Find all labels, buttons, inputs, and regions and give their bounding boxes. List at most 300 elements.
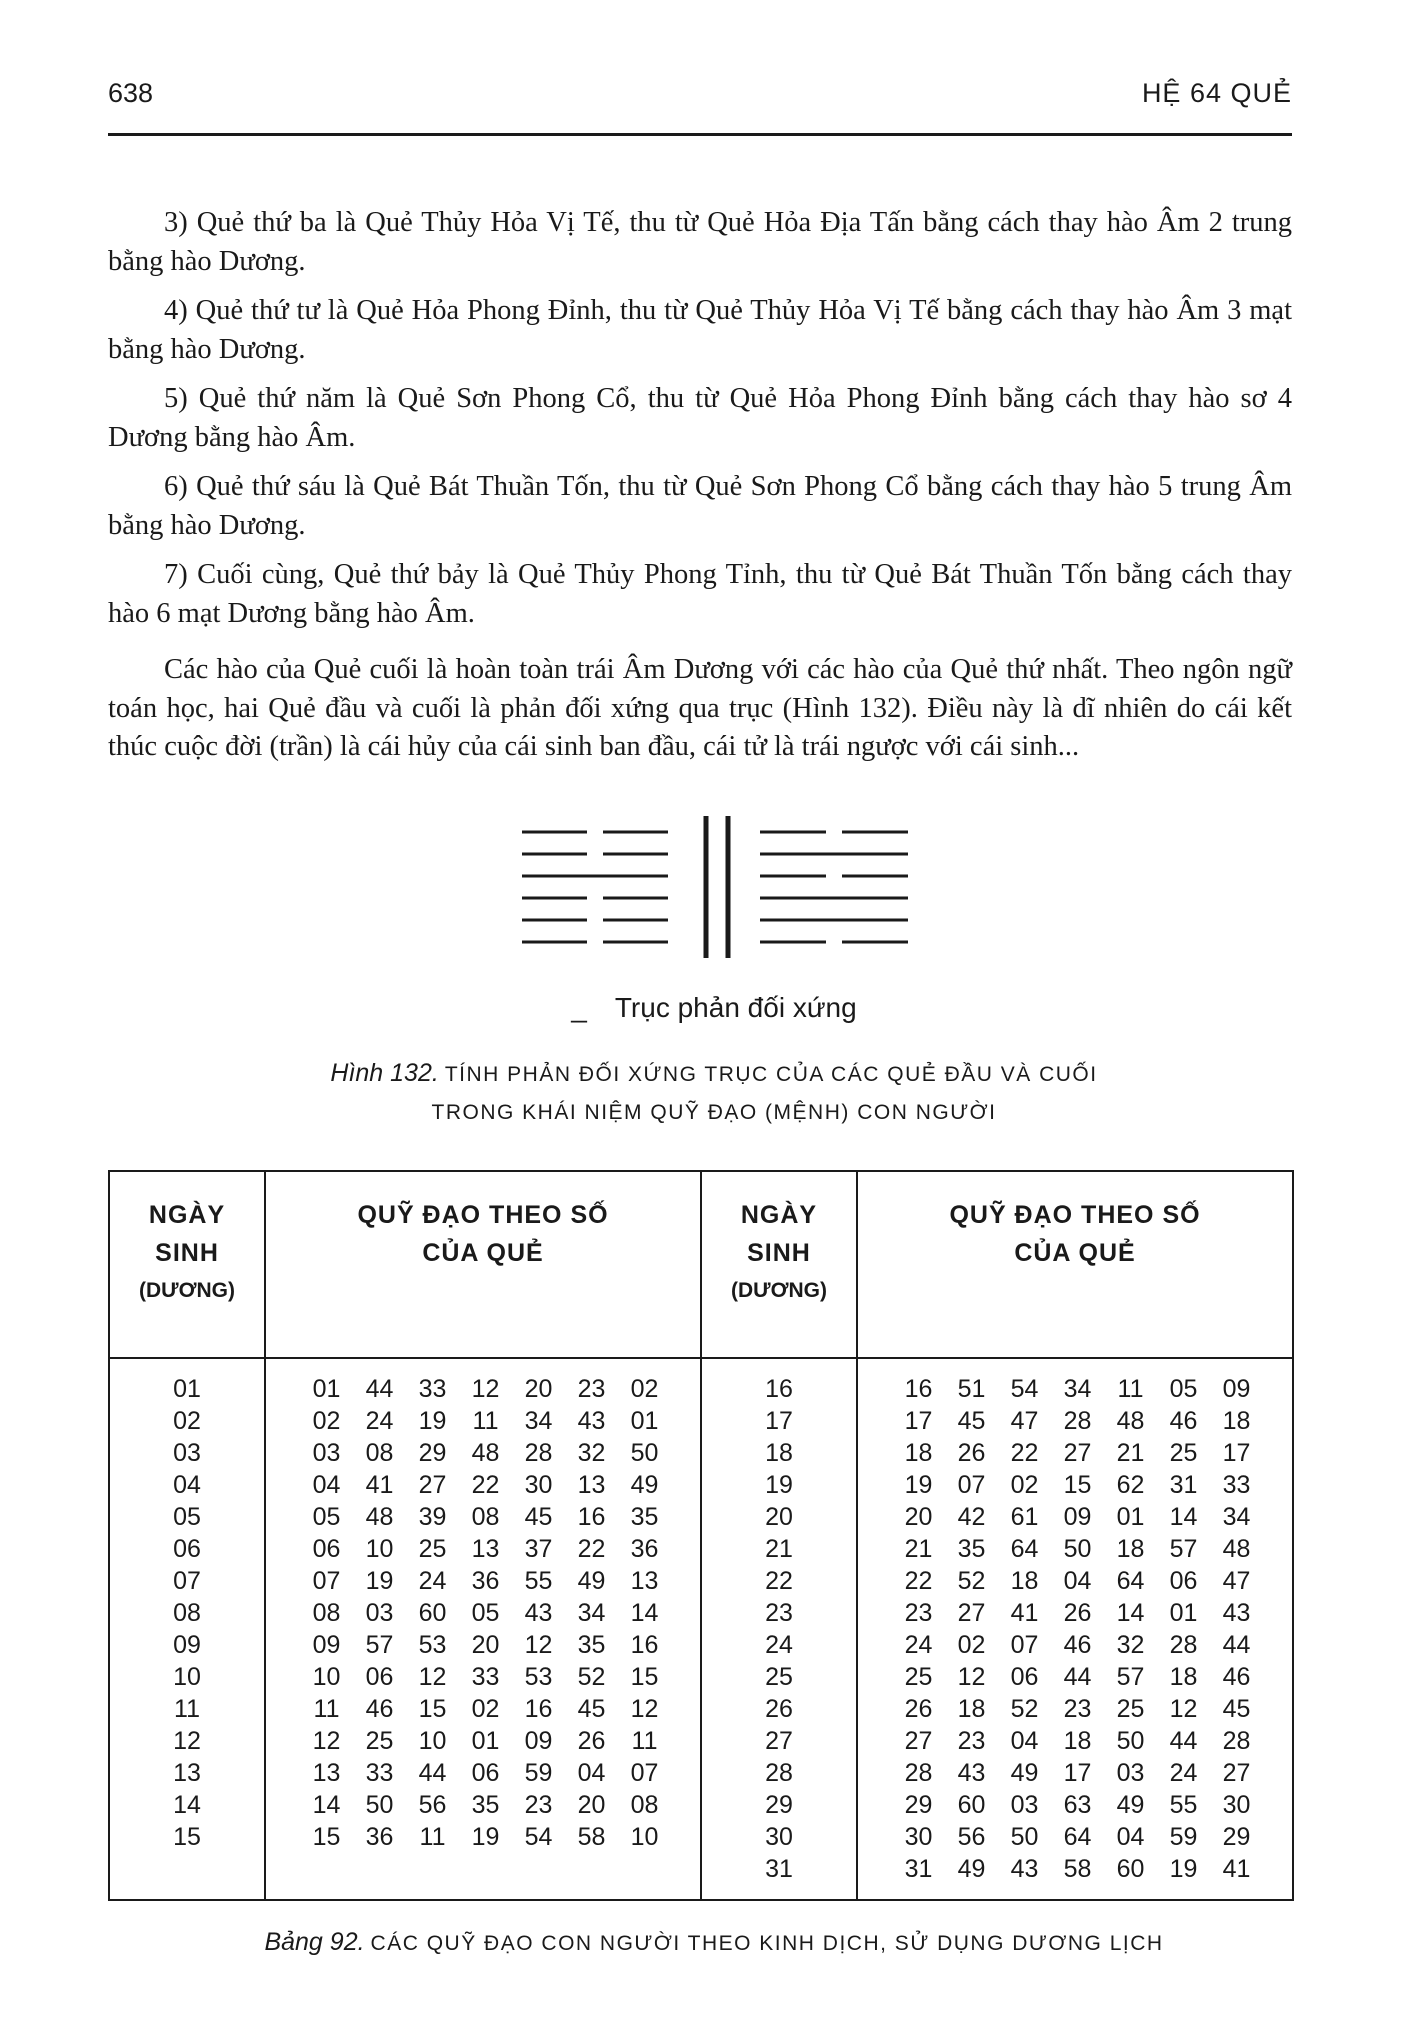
hexagram-number: 30 (1222, 1791, 1251, 1819)
left-day-column (110, 1359, 264, 1867)
hexagram-number: 63 (1063, 1791, 1092, 1819)
hexagram-number: 58 (1063, 1855, 1092, 1883)
hexagram-number: 28 (1063, 1407, 1092, 1435)
hexagram-number: 25 (418, 1535, 447, 1563)
hexagram-number: 34 (1222, 1503, 1251, 1531)
sequence-row (300, 1821, 700, 1853)
hexagram-number: 53 (524, 1663, 553, 1691)
hexagram-number: 46 (1063, 1631, 1092, 1659)
sequence-row (300, 1693, 700, 1725)
hexagram-number: 04 (1116, 1823, 1145, 1851)
day-cell: 11 (174, 1695, 200, 1723)
hexagram-number: 33 (1222, 1471, 1251, 1499)
header-day (701, 1171, 857, 1358)
hexagram-number: 07 (630, 1759, 659, 1787)
hexagram-number: 23 (1063, 1695, 1092, 1723)
hexagram-number: 05 (471, 1599, 500, 1627)
sequence-row (300, 1373, 700, 1405)
hexagram-number: 24 (1169, 1759, 1198, 1787)
hexagram-number: 18 (957, 1695, 986, 1723)
hexagram-number: 57 (365, 1631, 394, 1659)
hexagram-number: 12 (1169, 1695, 1198, 1723)
day-cell: 28 (765, 1759, 793, 1787)
hexagram-number: 32 (1116, 1631, 1145, 1659)
sequence-row (892, 1821, 1292, 1853)
day-cell: 25 (765, 1663, 793, 1691)
header-day-line1: NGÀY (148, 1201, 226, 1229)
sequence-row (892, 1405, 1292, 1437)
paragraph: Các hào của Quẻ cuối là hoàn toàn trái Âm Dương với các hào của Quẻ thứ nhất. Theo ngôn ngữ toán học, hai Quẻ đầu và cuối là phản đối xứng qua trục (Hình 132). Điều này là dĩ nhiên do cái kết thúc cuộc đời (trần) là cái hủy của cái sinh ban đầu, cái tử là trái ngược với cái sinh... (108, 654, 1292, 762)
day-cell: 30 (765, 1823, 793, 1851)
day-cell: 17 (765, 1407, 793, 1435)
hexagram-number: 50 (1116, 1727, 1145, 1755)
hexagram-number: 06 (365, 1663, 394, 1691)
header-day-line2: SINH (747, 1239, 811, 1267)
hexagram-number: 18 (1063, 1727, 1092, 1755)
hexagram-number: 24 (904, 1631, 933, 1659)
day-cell: 22 (765, 1567, 793, 1595)
hexagram-number: 18 (1116, 1535, 1145, 1563)
hexagram-number: 27 (418, 1471, 447, 1499)
hexagram-number: 23 (904, 1599, 933, 1627)
hexagram-number: 22 (577, 1535, 606, 1563)
hexagram-number: 46 (1222, 1663, 1251, 1691)
sequence-row (300, 1405, 700, 1437)
sequence-row (892, 1373, 1292, 1405)
hexagram-number: 13 (471, 1535, 500, 1563)
day-cell: 13 (173, 1759, 201, 1787)
day-cell: 01 (173, 1375, 201, 1403)
hexagram-number: 43 (577, 1407, 606, 1435)
day-cell: 21 (765, 1535, 793, 1563)
hexagram-number: 19 (904, 1471, 933, 1499)
hexagram-number: 49 (630, 1471, 659, 1499)
hexagram-number: 05 (1169, 1375, 1198, 1403)
hexagram-number: 27 (1222, 1759, 1251, 1787)
hexagram-number: 06 (1169, 1567, 1198, 1595)
hexagram-number: 50 (365, 1791, 394, 1819)
day-cell: 10 (173, 1663, 201, 1691)
hexagram-number: 31 (1169, 1471, 1198, 1499)
hexagram-number: 20 (524, 1375, 553, 1403)
hexagram-number: 19 (1169, 1855, 1198, 1883)
sequence-row (892, 1757, 1292, 1789)
hexagram-number: 08 (630, 1791, 659, 1819)
day-cell: 24 (765, 1631, 793, 1659)
hexagram-number: 34 (524, 1407, 553, 1435)
hexagram-number: 20 (471, 1631, 500, 1659)
sequence-row (892, 1501, 1292, 1533)
day-cell: 12 (173, 1727, 201, 1755)
header-seq-line1: QUỸ ĐẠO THEO SỐ (949, 1201, 1201, 1229)
hexagram-number: 02 (1010, 1471, 1039, 1499)
hexagram-number: 03 (1010, 1791, 1039, 1819)
sequence-row (300, 1501, 700, 1533)
hexagram-number: 35 (471, 1791, 500, 1819)
hexagram-number: 27 (1063, 1439, 1092, 1467)
day-cell: 08 (173, 1599, 201, 1627)
hexagram-number: 29 (1222, 1823, 1251, 1851)
day-cell: 04 (173, 1471, 201, 1499)
hexagram-number: 37 (524, 1535, 553, 1563)
hexagram-number: 10 (630, 1823, 659, 1851)
hexagram-number: 20 (904, 1503, 933, 1531)
sequence-row (892, 1661, 1292, 1693)
hexagram-number: 21 (904, 1535, 933, 1563)
hexagram-number: 12 (418, 1663, 447, 1691)
paragraph: 3) Quẻ thứ ba là Quẻ Thủy Hỏa Vị Tế, thu từ Quẻ Hỏa Địa Tấn bằng cách thay hào Âm 2 trung bằng hào Dương. (108, 207, 1292, 277)
hexagram-number: 41 (1222, 1855, 1251, 1883)
hexagram-number: 06 (471, 1759, 500, 1787)
hexagram-number: 44 (1169, 1727, 1198, 1755)
day-cell: 09 (173, 1631, 201, 1659)
header-seq-line2: CỦA QUẺ (422, 1239, 544, 1267)
hexagram-number: 14 (630, 1599, 659, 1627)
hexagram-number: 05 (312, 1503, 341, 1531)
hexagram-number: 50 (630, 1439, 659, 1467)
hexagram-number: 49 (577, 1567, 606, 1595)
hexagram-number: 62 (1116, 1471, 1145, 1499)
sequence-row (892, 1437, 1292, 1469)
figure-caption-label: Hình 132. (330, 1059, 439, 1087)
hexagram-number: 44 (365, 1375, 394, 1403)
hexagram-number: 64 (1063, 1823, 1092, 1851)
hexagram-number: 33 (418, 1375, 447, 1403)
hexagram-number: 11 (419, 1823, 446, 1851)
hexagram-number: 33 (365, 1759, 394, 1787)
day-cell: 18 (765, 1439, 793, 1467)
sequence-row (300, 1469, 700, 1501)
hexagram-number: 14 (1169, 1503, 1198, 1531)
hexagram-number: 11 (631, 1727, 658, 1755)
right-day-column (702, 1359, 856, 1899)
hexagram-number: 01 (1169, 1599, 1198, 1627)
hexagram-number: 18 (1010, 1567, 1039, 1595)
header-day-line3: (DƯƠNG) (731, 1279, 827, 1302)
day-cell: 02 (173, 1407, 201, 1435)
hexagram-number: 24 (365, 1407, 394, 1435)
day-cell: 20 (765, 1503, 793, 1531)
hexagram-number: 13 (312, 1759, 341, 1787)
hexagram-number: 13 (577, 1471, 606, 1499)
left-sequence-column (266, 1359, 700, 1867)
day-cell: 16 (765, 1375, 793, 1403)
hexagram-number: 26 (957, 1439, 986, 1467)
header-seq-line2: CỦA QUẺ (1014, 1239, 1136, 1267)
paragraph: 4) Quẻ thứ tư là Quẻ Hỏa Phong Đỉnh, thu từ Quẻ Thủy Hỏa Vị Tế bằng cách thay hào Âm 3 mạt bằng hào Dương. (108, 295, 1292, 365)
hexagram-figure (0, 808, 1428, 968)
hexagram-number: 46 (1169, 1407, 1198, 1435)
day-cell: 23 (765, 1599, 793, 1627)
hexagram-number: 12 (524, 1631, 553, 1659)
hexagram-number: 03 (1116, 1759, 1145, 1787)
sequence-row (300, 1597, 700, 1629)
hexagram-number: 46 (365, 1695, 394, 1723)
hexagram-number: 09 (1222, 1375, 1251, 1403)
hexagram-number: 48 (1116, 1407, 1145, 1435)
hexagram-number: 50 (1063, 1535, 1092, 1563)
hexagram-number: 48 (365, 1503, 394, 1531)
hexagram-number: 36 (630, 1535, 659, 1563)
sequence-row (892, 1789, 1292, 1821)
hexagram-number: 35 (577, 1631, 606, 1659)
sequence-row (892, 1533, 1292, 1565)
table-caption-text: CÁC QUỸ ĐẠO CON NGƯỜI THEO KINH DỊCH, SỬ DỤNG DƯƠNG LỊCH (370, 1932, 1164, 1955)
hexagram-number: 60 (418, 1599, 447, 1627)
hexagram-number: 52 (577, 1663, 606, 1691)
header-day-line1: NGÀY (740, 1201, 818, 1229)
sequence-row (892, 1693, 1292, 1725)
sequence-row (892, 1469, 1292, 1501)
hexagram-number: 06 (1010, 1663, 1039, 1691)
hexagram-number: 51 (957, 1375, 986, 1403)
hexagram-number: 28 (524, 1439, 553, 1467)
day-cell: 26 (765, 1695, 793, 1723)
hexagram-number: 15 (312, 1823, 341, 1851)
hexagram-number: 54 (1010, 1375, 1039, 1403)
hexagram-number: 08 (365, 1439, 394, 1467)
hexagram-number: 61 (1010, 1503, 1039, 1531)
hexagram-number: 11 (1117, 1375, 1144, 1403)
hexagram-number: 36 (471, 1567, 500, 1595)
hexagram-drawing (0, 808, 1428, 968)
hexagram-number: 12 (957, 1663, 986, 1691)
table-caption-label: Bảng 92. (264, 1928, 365, 1956)
day-cell: 03 (173, 1439, 201, 1467)
hexagram-number: 09 (1063, 1503, 1092, 1531)
chapter-title: HỆ 64 QUẺ (1141, 78, 1292, 108)
hexagram-number: 17 (1063, 1759, 1092, 1787)
hexagram-number: 28 (1169, 1631, 1198, 1659)
hexagram-number: 22 (904, 1567, 933, 1595)
hexagram-number: 07 (957, 1471, 986, 1499)
hexagram-number: 23 (957, 1727, 986, 1755)
sequence-row (300, 1757, 700, 1789)
hexagram-number: 24 (418, 1567, 447, 1595)
hexagram-number: 28 (1222, 1727, 1251, 1755)
sequence-row (300, 1565, 700, 1597)
hexagram-number: 19 (418, 1407, 447, 1435)
day-cell: 05 (173, 1503, 201, 1531)
hexagram-number: 18 (1169, 1663, 1198, 1691)
sequence-row (892, 1725, 1292, 1757)
sequence-row (892, 1565, 1292, 1597)
hexagram-number: 60 (957, 1791, 986, 1819)
hexagram-number: 11 (472, 1407, 499, 1435)
hexagram-number: 34 (1063, 1375, 1092, 1403)
hexagram-number: 10 (365, 1535, 394, 1563)
hexagram-number: 55 (1169, 1791, 1198, 1819)
hexagram-number: 35 (630, 1503, 659, 1531)
hexagram-number: 41 (365, 1471, 394, 1499)
hexagram-number: 02 (471, 1695, 500, 1723)
hexagram-number: 49 (1116, 1791, 1145, 1819)
paragraph: 6) Quẻ thứ sáu là Quẻ Bát Thuần Tốn, thu từ Quẻ Sơn Phong Cổ bằng cách thay hào 5 trung Âm bằng hào Dương. (108, 471, 1292, 541)
hexagram-number: 02 (312, 1407, 341, 1435)
hexagram-number: 54 (524, 1823, 553, 1851)
hexagram-number: 44 (1063, 1663, 1092, 1691)
hexagram-number: 26 (904, 1695, 933, 1723)
hexagram-number: 25 (365, 1727, 394, 1755)
hexagram-number: 35 (957, 1535, 986, 1563)
hexagram-number: 43 (1222, 1599, 1251, 1627)
hexagram-number: 26 (1063, 1599, 1092, 1627)
header-day (109, 1171, 265, 1358)
hexagram-number: 11 (313, 1695, 340, 1723)
hexagram-number: 03 (365, 1599, 394, 1627)
hexagram-number: 30 (524, 1471, 553, 1499)
sequence-row (300, 1789, 700, 1821)
hexagram-number: 10 (312, 1663, 341, 1691)
day-cell: 07 (173, 1567, 201, 1595)
hexagram-number: 55 (524, 1567, 553, 1595)
hexagram-number: 06 (312, 1535, 341, 1563)
page-number: 638 (108, 78, 154, 108)
hexagram-number: 25 (1169, 1439, 1198, 1467)
hexagram-number: 18 (904, 1439, 933, 1467)
axis-label-text: Trục phản đối xứng (614, 992, 857, 1023)
hexagram-number: 02 (957, 1631, 986, 1659)
hexagram-number: 15 (1063, 1471, 1092, 1499)
header-day-line3: (DƯƠNG) (139, 1279, 236, 1302)
hexagram-number: 56 (957, 1823, 986, 1851)
hexagram-number: 20 (577, 1791, 606, 1819)
hexagram-number: 47 (1010, 1407, 1039, 1435)
hexagram-number: 42 (957, 1503, 986, 1531)
header-seq-line1: QUỸ ĐẠO THEO SỐ (357, 1201, 609, 1229)
hexagram-number: 18 (1222, 1407, 1251, 1435)
hexagram-number: 29 (904, 1791, 933, 1819)
hexagram-number: 13 (630, 1567, 659, 1595)
hexagram-number: 16 (577, 1503, 606, 1531)
hexagram-number: 10 (418, 1727, 447, 1755)
hexagram-number: 16 (630, 1631, 659, 1659)
day-cell: 14 (173, 1791, 201, 1819)
hexagram-number: 57 (1169, 1535, 1198, 1563)
hexagram-number: 04 (312, 1471, 341, 1499)
day-cell: 15 (173, 1823, 201, 1851)
hexagram-number: 34 (577, 1599, 606, 1627)
hexagram-number: 29 (418, 1439, 447, 1467)
hexagram-number: 17 (1222, 1439, 1251, 1467)
hexagram-number: 45 (957, 1407, 986, 1435)
sequence-row (300, 1437, 700, 1469)
hexagram-number: 50 (1010, 1823, 1039, 1851)
hexagram-number: 58 (577, 1823, 606, 1851)
hexagram-number: 45 (577, 1695, 606, 1723)
hexagram-number: 09 (312, 1631, 341, 1659)
sequence-row (300, 1629, 700, 1661)
hexagram-number: 36 (365, 1823, 394, 1851)
hexagram-number: 48 (471, 1439, 500, 1467)
hexagram-number: 47 (1222, 1567, 1251, 1595)
hexagram-number: 45 (524, 1503, 553, 1531)
sequence-row (892, 1597, 1292, 1629)
hexagram-number: 04 (577, 1759, 606, 1787)
hexagram-number: 15 (418, 1695, 447, 1723)
paragraph: 5) Quẻ thứ năm là Quẻ Sơn Phong Cổ, thu từ Quẻ Hỏa Phong Đỉnh bằng cách thay hào sơ 4 Dương bằng hào Âm. (108, 383, 1292, 453)
hexagram-number: 04 (1063, 1567, 1092, 1595)
header-sequence (265, 1171, 701, 1358)
hexagram-number: 08 (471, 1503, 500, 1531)
hexagram-number: 52 (957, 1567, 986, 1595)
hexagram-number: 16 (524, 1695, 553, 1723)
hexagram-number: 01 (471, 1727, 500, 1755)
hexagram-number: 12 (312, 1727, 341, 1755)
hexagram-number: 07 (1010, 1631, 1039, 1659)
hexagram-number: 14 (1116, 1599, 1145, 1627)
hexagram-number: 03 (312, 1439, 341, 1467)
hexagram-number: 45 (1222, 1695, 1251, 1723)
hexagram-number: 49 (1010, 1759, 1039, 1787)
hexagram-number: 01 (1116, 1503, 1145, 1531)
hexagram-number: 33 (471, 1663, 500, 1691)
hexagram-number: 59 (524, 1759, 553, 1787)
hexagram-number: 57 (1116, 1663, 1145, 1691)
hexagram-number: 23 (577, 1375, 606, 1403)
day-cell: 06 (173, 1535, 201, 1563)
hexagram-number: 49 (957, 1855, 986, 1883)
hexagram-number: 28 (904, 1759, 933, 1787)
hexagram-number: 43 (1010, 1855, 1039, 1883)
paragraph: 7) Cuối cùng, Quẻ thứ bảy là Quẻ Thủy Phong Tỉnh, thu từ Quẻ Bát Thuần Tốn bằng cách thay hào 6 mạt Dương bằng hào Âm. (108, 559, 1292, 629)
hexagram-number: 60 (1116, 1855, 1145, 1883)
hexagram-number: 43 (957, 1759, 986, 1787)
hexagram-number: 39 (418, 1503, 447, 1531)
hexagram-number: 27 (957, 1599, 986, 1627)
hexagram-number: 31 (904, 1855, 933, 1883)
sequence-row (300, 1661, 700, 1693)
hexagram-number: 08 (312, 1599, 341, 1627)
hexagram-number: 25 (1116, 1695, 1145, 1723)
day-cell: 19 (765, 1471, 793, 1499)
right-sequence-column (858, 1359, 1292, 1899)
sequence-row (892, 1853, 1292, 1885)
hexagram-number: 44 (1222, 1631, 1251, 1659)
hexagram-number: 01 (630, 1407, 659, 1435)
figure-caption (0, 1054, 1428, 1132)
axis-label (0, 992, 1428, 1024)
hexagram-number: 14 (312, 1791, 341, 1819)
sequence-row (892, 1629, 1292, 1661)
hexagram-number: 16 (904, 1375, 933, 1403)
hexagram-number: 15 (630, 1663, 659, 1691)
body-text (108, 204, 1292, 778)
hexagram-number: 12 (630, 1695, 659, 1723)
hexagram-number: 25 (904, 1663, 933, 1691)
sequence-row (300, 1725, 700, 1757)
header-day-line2: SINH (155, 1239, 219, 1267)
figure-caption-line2: TRONG KHÁI NIỆM QUỸ ĐẠO (MỆNH) CON NGƯỜI (431, 1101, 997, 1124)
hexagram-number: 56 (418, 1791, 447, 1819)
hexagram-number: 26 (577, 1727, 606, 1755)
hexagram-number: 22 (471, 1471, 500, 1499)
hexagram-number: 30 (904, 1823, 933, 1851)
hexagram-number: 23 (524, 1791, 553, 1819)
sequence-row (300, 1533, 700, 1565)
hexagram-number: 64 (1010, 1535, 1039, 1563)
hexagram-number: 04 (1010, 1727, 1039, 1755)
hexagram-number: 02 (630, 1375, 659, 1403)
hexagram-number: 44 (418, 1759, 447, 1787)
day-cell: 27 (765, 1727, 793, 1755)
hexagram-number: 52 (1010, 1695, 1039, 1723)
hexagram-number: 48 (1222, 1535, 1251, 1563)
hexagram-number: 41 (1010, 1599, 1039, 1627)
hexagram-number: 22 (1010, 1439, 1039, 1467)
table-caption (0, 1928, 1428, 1957)
hexagram-number: 43 (524, 1599, 553, 1627)
